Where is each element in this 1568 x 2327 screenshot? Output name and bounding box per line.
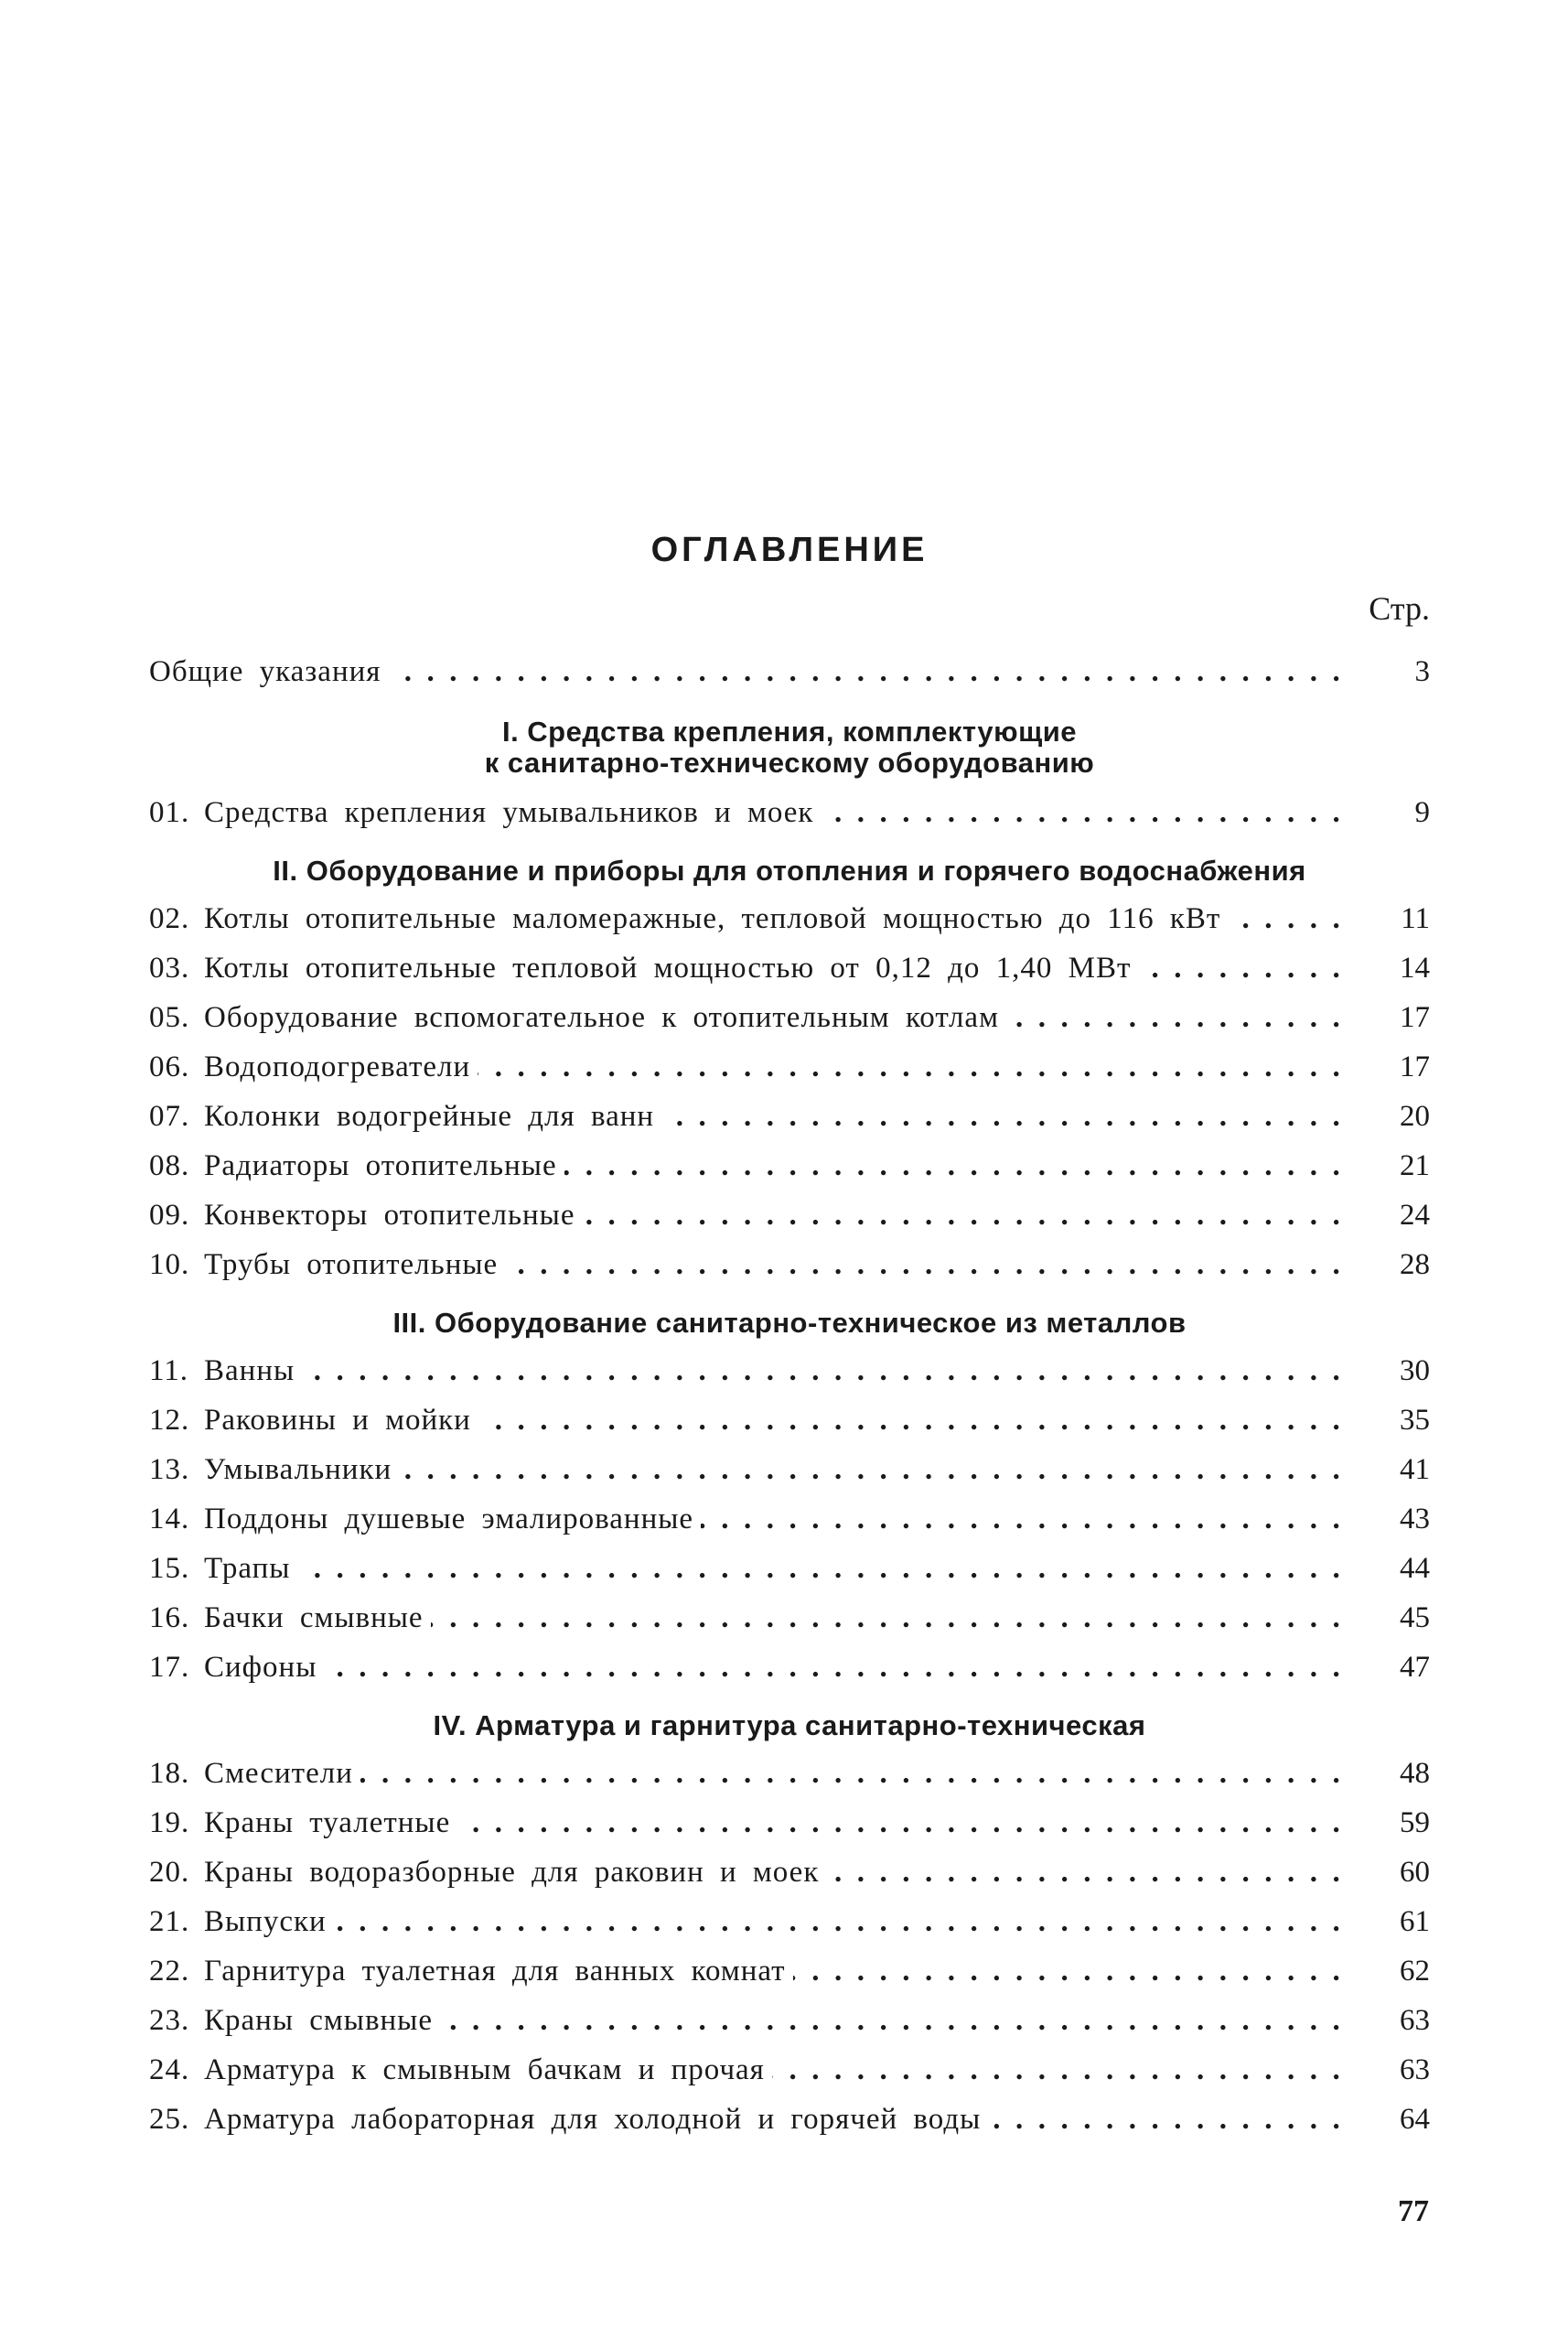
- toc-entry-page: 44: [1400, 1552, 1430, 1585]
- section-heading-line2: к санитарно-техническому оборудованию: [484, 747, 1095, 779]
- toc-entry-label: Умывальники: [204, 1453, 392, 1486]
- toc-entry[interactable]: [149, 1240, 1430, 1289]
- toc-entry-number: 05.: [149, 1001, 190, 1034]
- toc-entry-text: [149, 1643, 317, 1692]
- toc-entry-label: Краны туалетные: [204, 1806, 451, 1839]
- toc-entry-page: 61: [1400, 1905, 1430, 1938]
- toc-entry-text: [149, 1141, 557, 1190]
- dot-leader: [360, 1749, 1348, 1798]
- toc-entry[interactable]: [149, 943, 1430, 993]
- toc-entry-label: Бачки смывные: [204, 1601, 424, 1634]
- toc-entry-intro[interactable]: [149, 647, 1430, 696]
- section-heading-line1: IV. Арматура и гарнитура санитарно-техническая: [433, 1709, 1146, 1741]
- toc-entry-page: 17: [1400, 1001, 1430, 1034]
- toc-entry-label: Оборудование вспомогательное к отопительным котлам: [204, 1001, 999, 1034]
- toc-entry[interactable]: [149, 1395, 1430, 1445]
- dot-leader: [334, 1897, 1348, 1946]
- dot-leader: [564, 1141, 1348, 1190]
- toc-entry-number: 21.: [149, 1905, 190, 1938]
- toc-entry-text: [149, 1395, 471, 1445]
- toc-entry-text: [149, 1240, 498, 1289]
- toc-entry-text: [149, 1946, 786, 1996]
- toc-entry-page: 9: [1414, 796, 1430, 829]
- toc-entry-page: 35: [1400, 1404, 1430, 1437]
- toc-entry-number: 10.: [149, 1248, 190, 1281]
- section-heading: [149, 716, 1430, 779]
- toc-entry-label: Гарнитура туалетная для ванных комнат: [204, 1955, 786, 1988]
- toc-entry-number: 03.: [149, 952, 190, 985]
- toc-entry-page: 21: [1400, 1149, 1430, 1182]
- dot-leader: [988, 2095, 1348, 2144]
- toc-entry-label: Ванны: [204, 1354, 295, 1387]
- dot-leader: [772, 2045, 1348, 2095]
- toc-entry[interactable]: [149, 1141, 1430, 1190]
- dot-leader: [821, 788, 1348, 837]
- toc-entry[interactable]: [149, 1749, 1430, 1798]
- dot-leader: [1006, 993, 1348, 1042]
- toc-entry-label: Конвекторы отопительные: [204, 1199, 575, 1232]
- dot-leader: [399, 1445, 1348, 1494]
- toc-entry[interactable]: [149, 1544, 1430, 1593]
- toc-entry[interactable]: [149, 788, 1430, 837]
- toc-entry-label: Краны смывные: [204, 2004, 434, 2037]
- toc-entry-text: [149, 2045, 765, 2095]
- toc-entry-text: [149, 1042, 470, 1092]
- dot-leader: [302, 1346, 1348, 1395]
- toc-entry-text: [149, 1848, 819, 1897]
- toc-entry-number: 24.: [149, 2053, 190, 2086]
- toc-entry-label: Поддоны душевые эмалированные: [204, 1503, 694, 1535]
- toc-entry-page: 63: [1400, 2053, 1430, 2086]
- toc-entry[interactable]: [149, 2095, 1430, 2144]
- dot-leader: [457, 1798, 1348, 1848]
- toc-entry-label: Средства крепления умывальников и моек: [204, 796, 814, 829]
- dot-leader: [431, 1593, 1348, 1643]
- toc-entry[interactable]: [149, 1996, 1430, 2045]
- section-heading-line1: I. Средства крепления, комплектующие: [501, 716, 1078, 748]
- toc-entry-text: [149, 894, 1220, 943]
- toc-entry-page: 63: [1400, 2004, 1430, 2037]
- dot-leader: [701, 1494, 1348, 1544]
- toc-entry-page: 47: [1400, 1651, 1430, 1684]
- toc-entry[interactable]: [149, 993, 1430, 1042]
- page-number: 77: [1398, 2194, 1429, 2228]
- toc-entry-number: 13.: [149, 1453, 190, 1486]
- toc-entry-label: Арматура лабораторная для холодной и горячей воды: [204, 2103, 982, 2136]
- toc-entry-number: 01.: [149, 796, 190, 829]
- toc-entry-number: 12.: [149, 1404, 190, 1437]
- toc-entry-text: [149, 1190, 575, 1240]
- dot-leader: [1228, 894, 1348, 943]
- toc-entry-label: Краны водоразборные для раковин и моек: [204, 1856, 820, 1889]
- toc-entry[interactable]: [149, 1445, 1430, 1494]
- toc-entry-page: 41: [1400, 1453, 1430, 1486]
- dot-leader: [793, 1946, 1348, 1996]
- section-heading: [149, 1710, 1430, 1741]
- toc-entry-label: Водоподогреватели: [204, 1050, 471, 1083]
- dot-leader: [583, 1190, 1348, 1240]
- toc-entry[interactable]: [149, 1190, 1430, 1240]
- dot-leader: [478, 1395, 1348, 1445]
- toc-entry-page: 48: [1400, 1757, 1430, 1790]
- toc-entry[interactable]: [149, 1042, 1430, 1092]
- toc-entry-number: 06.: [149, 1050, 190, 1083]
- toc-entry-label: Общие указания: [149, 655, 381, 688]
- dot-leader: [297, 1544, 1348, 1593]
- toc-entry-page: 45: [1400, 1601, 1430, 1634]
- toc-entry-label: Радиаторы отопительные: [204, 1149, 557, 1182]
- toc-entry-page: 43: [1400, 1503, 1430, 1535]
- section-heading-line1: II. Оборудование и приборы для отопления и горячего водоснабжения: [273, 855, 1306, 887]
- table-of-contents: [149, 531, 1430, 2144]
- toc-entry[interactable]: [149, 1897, 1430, 1946]
- toc-entry-label: Сифоны: [204, 1651, 317, 1684]
- toc-entry-text: [149, 1445, 392, 1494]
- toc-entry-label: Котлы отопительные маломеражные, тепловой мощностью до 116 кВт: [204, 902, 1221, 935]
- toc-entry-number: 14.: [149, 1503, 190, 1535]
- page-title: ОГЛАВЛЕНИЕ: [650, 531, 929, 569]
- toc-entry[interactable]: [149, 1593, 1430, 1643]
- dot-leader: [1138, 943, 1348, 993]
- toc-entry-number: 02.: [149, 902, 190, 935]
- toc-entry-number: 19.: [149, 1806, 190, 1839]
- toc-entry-text: [149, 1996, 433, 2045]
- toc-entry-number: 15.: [149, 1552, 190, 1585]
- toc-entry-number: 07.: [149, 1100, 190, 1133]
- toc-entry[interactable]: [149, 1848, 1430, 1897]
- toc-entry-number: 20.: [149, 1856, 190, 1889]
- toc-entry-page: 17: [1400, 1050, 1430, 1083]
- section-heading-line1: III. Оборудование санитарно-техническое из металлов: [392, 1307, 1187, 1339]
- toc-entry-page: 24: [1400, 1199, 1430, 1232]
- toc-entry-page: 30: [1400, 1354, 1430, 1387]
- toc-entry-label: Выпуски: [204, 1905, 327, 1938]
- toc-entry-text: [149, 2095, 981, 2144]
- toc-entry-text: [149, 1798, 450, 1848]
- toc-entry-text: [149, 1346, 295, 1395]
- toc-entry-number: 16.: [149, 1601, 190, 1634]
- toc-entry-text: [149, 943, 1131, 993]
- toc-entry[interactable]: [149, 1798, 1430, 1848]
- toc-entry-number: 08.: [149, 1149, 190, 1182]
- toc-entry-page: 11: [1401, 902, 1430, 935]
- dot-leader: [388, 647, 1348, 696]
- toc-entry-label: Трубы отопительные: [204, 1248, 499, 1281]
- toc-entry-label: Колонки водогрейные для ванн: [204, 1100, 655, 1133]
- section-heading: [149, 1308, 1430, 1339]
- toc-entry-label: Котлы отопительные тепловой мощностью от 0,12 до 1,40 МВт: [204, 952, 1132, 985]
- dot-leader: [505, 1240, 1348, 1289]
- toc-entry-page: 28: [1400, 1248, 1430, 1281]
- toc-entry[interactable]: [149, 2045, 1430, 2095]
- section-heading: [149, 856, 1430, 887]
- toc-entry-text: [149, 788, 813, 837]
- sections-container: [149, 716, 1430, 2144]
- toc-entry-text: [149, 1749, 353, 1798]
- toc-entry-page: 60: [1400, 1856, 1430, 1889]
- toc-entry-text: [149, 1092, 654, 1141]
- toc-entry[interactable]: [149, 1643, 1430, 1692]
- toc-entry-page: 20: [1400, 1100, 1430, 1133]
- toc-entry-label: Арматура к смывным бачкам и прочая: [204, 2053, 765, 2086]
- toc-entry-page: 64: [1400, 2103, 1430, 2136]
- toc-entry-page: 62: [1400, 1955, 1430, 1988]
- toc-entry[interactable]: [149, 894, 1430, 943]
- toc-entry-text: [149, 1593, 424, 1643]
- toc-entry-page: 59: [1400, 1806, 1430, 1839]
- dot-leader: [826, 1848, 1348, 1897]
- toc-entry-number: 23.: [149, 2004, 190, 2037]
- dot-leader: [661, 1092, 1348, 1141]
- toc-entry-text: [149, 993, 999, 1042]
- toc-entry-label: Раковины и мойки: [204, 1404, 471, 1437]
- toc-entry[interactable]: [149, 1346, 1430, 1395]
- toc-entry-number: 18.: [149, 1757, 190, 1790]
- toc-entry-number: 17.: [149, 1651, 190, 1684]
- toc-entry-label: Смесители: [204, 1757, 353, 1790]
- toc-entry-text: [149, 1494, 693, 1544]
- page-column-header: Стр.: [1369, 590, 1430, 627]
- toc-entry-number: 09.: [149, 1199, 190, 1232]
- toc-entry-page: 3: [1414, 655, 1430, 688]
- toc-entry-number: 25.: [149, 2103, 190, 2136]
- toc-entry[interactable]: [149, 1946, 1430, 1996]
- toc-entry-page: 14: [1400, 952, 1430, 985]
- toc-entry-text: [149, 1544, 290, 1593]
- toc-entry-text: [149, 1897, 327, 1946]
- toc-entry-number: 11.: [149, 1354, 189, 1387]
- dot-leader: [478, 1042, 1348, 1092]
- toc-entry[interactable]: [149, 1494, 1430, 1544]
- dot-leader: [440, 1996, 1348, 2045]
- toc-entry[interactable]: [149, 1092, 1430, 1141]
- toc-entry-number: 22.: [149, 1955, 190, 1988]
- dot-leader: [324, 1643, 1348, 1692]
- toc-entry-label: Трапы: [204, 1552, 291, 1585]
